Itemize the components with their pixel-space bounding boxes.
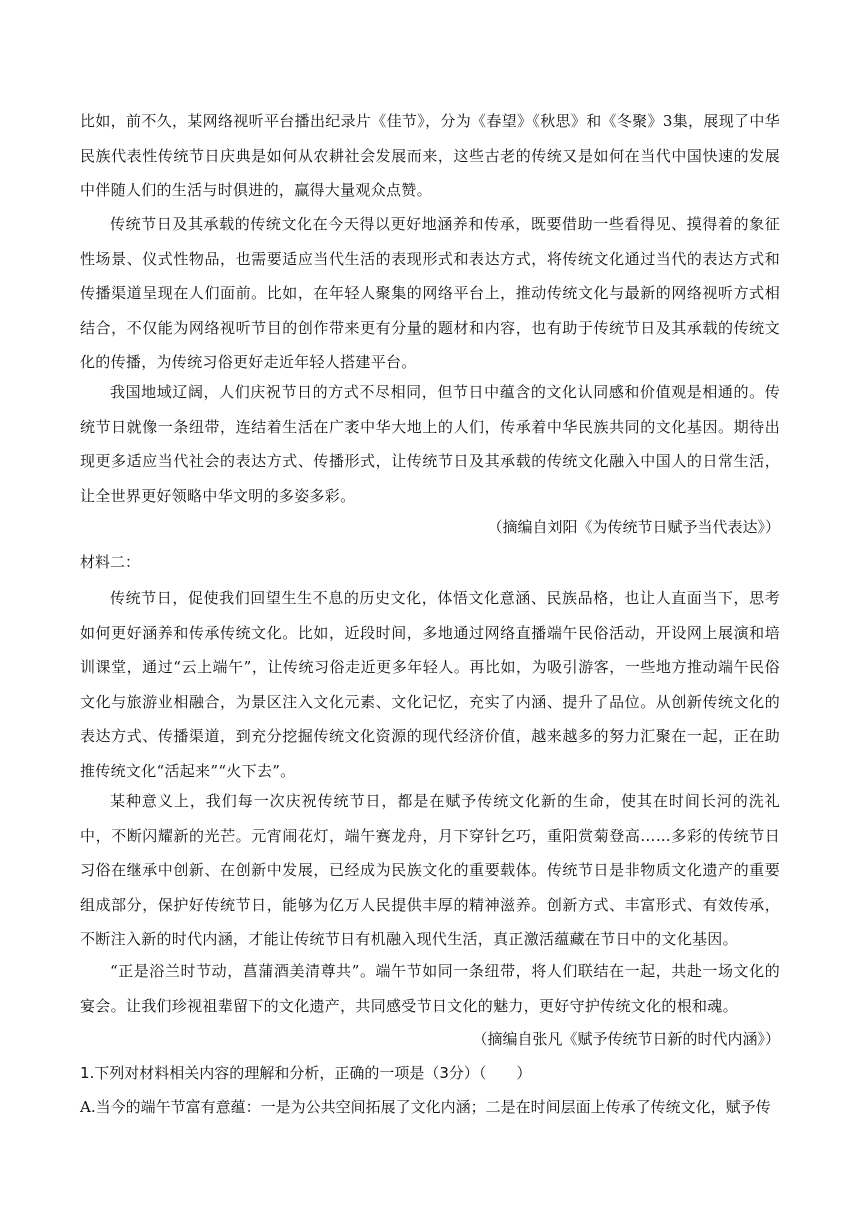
material-two-paragraph-1: 传统节日，促使我们回望生生不息的历史文化，体悟文化意涵、民族品格，也让人直面当下，思考如何更好涵养和传承传统文化。比如，近段时间，多地通过网络直播端午民俗活动，开设网上展演和培训课堂，通过“云上端午”，让传统习俗走近更多年轻人。再比如，为吸引游客，一些地方推动端午民俗文化与旅游业相融合，为景区注入文化元素、文化记忆，充实了内涵、提升了品位。从创新传统文化的表达方式、传播渠道，到充分挖掘传统文化资源的现代经济价值，越来越多的努力汇聚在一起，正在助推传统文化“活起来”“火下去”。 [80, 589, 780, 780]
material-one-paragraph-1: 比如，前不久，某网络视听平台播出纪录片《佳节》，分为《春望》《秋思》和《冬聚》3集，展现了中华民族代表性传统节日庆典是如何从农耕社会发展而来，这些古老的传统又是如何在当代中国快速的发展中伴随人们的生活与时俱进的，赢得大量观众点赞。 [80, 112, 780, 199]
question-option-a: A.当今的端午节富有意蕴：一是为公共空间拓展了文化内涵；二是在时间层面上传承了传统文化，赋予传 [80, 1098, 771, 1116]
material-one-source: （摘编自刘阳《为传统节日赋予当代表达》） [487, 518, 780, 536]
material-two-paragraph-2: 某种意义上，我们每一次庆祝传统节日，都是在赋予传统文化新的生命，使其在时间长河的洗礼中，不断闪耀新的光芒。元宵闹花灯，端午赛龙舟，月下穿针乞巧，重阳赏菊登高……多彩的传统节日习俗在继承中创新、在创新中发展，已经成为民族文化的重要载体。传统节日是非物质文化遗产的重要组成部分，保护好传统节日，能够为亿万人民提供丰厚的精神滋养。创新方式、丰富形式、有效传承，不断注入新的时代内涵，才能让传统节日有机融入现代生活，真正激活蕴藏在节日中的文化基因。 [80, 792, 780, 948]
material-two-source: （摘编自张凡《赋予传统节日新的时代内涵》） [472, 1030, 780, 1048]
material-one-paragraph-3: 我国地域辽阔，人们庆祝节日的方式不尽相同，但节日中蕴含的文化认同感和价值观是相通的。传统节日就像一条纽带，连结着生活在广袤中华大地上的人们，传承着中华民族共同的文化基因。期待出现更多适应当代社会的表达方式、传播形式，让传统节日及其承载的传统文化融入中国人的日常生活，让全世界更好领略中华文明的多姿多彩。 [80, 383, 780, 505]
material-one-paragraph-2: 传统节日及其承载的传统文化在今天得以更好地涵养和传承，既要借助一些看得见、摸得着的象征性场景、仪式性物品，也需要适应当代生活的表现形式和表达方式，将传统文化通过当代的表达方式和传播渠道呈现在人们面前。比如，在年轻人聚集的网络平台上，推动传统文化与最新的网络视听方式相结合，不仅能为网络视听节目的创作带来更有分量的题材和内容，也有助于传统节日及其承载的传统文化的传播，为传统习俗更好走近年轻人搭建平台。 [80, 215, 780, 371]
material-two-paragraph-3: “正是浴兰时节动，菖蒲酒美清尊共”。端午节如同一条纽带，将人们联结在一起，共赴一场文化的宴会。让我们珍视祖辈留下的文化遗产，共同感受节日文化的魅力，更好守护传统文化的根和魂。 [80, 962, 780, 1015]
question-stem: 1.下列对材料相关内容的理解和分析，正确的一项是（3分）（ ） [80, 1064, 532, 1082]
material-two-heading: 材料二： [80, 553, 141, 571]
